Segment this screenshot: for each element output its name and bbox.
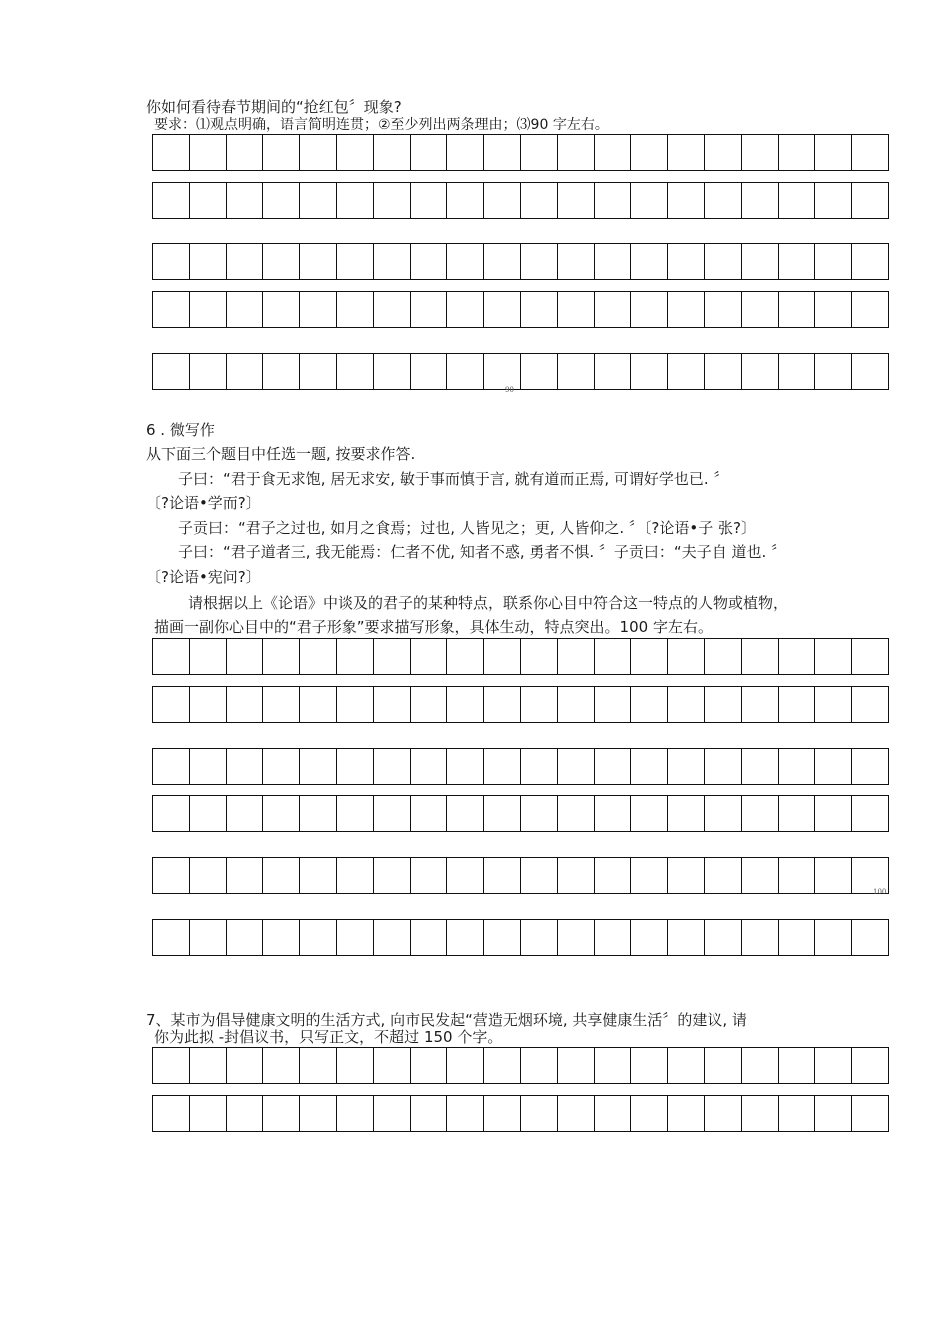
answer-cell[interactable] <box>189 687 226 722</box>
answer-grid-row[interactable] <box>152 243 889 280</box>
answer-cell[interactable] <box>778 639 815 674</box>
answer-cell[interactable] <box>667 749 704 784</box>
answer-cell[interactable] <box>520 749 557 784</box>
answer-cell[interactable] <box>704 920 741 955</box>
answer-cell[interactable] <box>630 639 667 674</box>
answer-cell[interactable] <box>189 796 226 831</box>
answer-cell[interactable] <box>630 135 667 170</box>
answer-cell[interactable] <box>410 920 447 955</box>
answer-cell[interactable] <box>557 135 594 170</box>
answer-cell[interactable] <box>851 244 888 279</box>
answer-cell[interactable] <box>483 1048 520 1083</box>
q6-instruction: 从下面三个题目中任选一题, 按要求作答. <box>146 445 416 463</box>
answer-cell[interactable] <box>630 796 667 831</box>
answer-cell[interactable] <box>226 796 263 831</box>
answer-cell[interactable] <box>851 292 888 327</box>
answer-cell[interactable] <box>373 639 410 674</box>
answer-grid-row[interactable] <box>152 857 889 894</box>
quote-1: 子曰：“君于食无求饱, 居无求安, 敏于事而慎于言, 就有道而正焉, 可谓好学也已. 〞 <box>178 470 729 488</box>
answer-cell[interactable] <box>410 639 447 674</box>
answer-cell[interactable] <box>153 354 189 389</box>
answer-cell[interactable] <box>153 1096 189 1131</box>
answer-cell[interactable] <box>557 244 594 279</box>
answer-cell[interactable] <box>814 687 851 722</box>
answer-cell[interactable] <box>520 135 557 170</box>
answer-cell[interactable] <box>741 858 778 893</box>
answer-cell[interactable] <box>814 183 851 218</box>
answer-cell[interactable] <box>520 354 557 389</box>
answer-cell[interactable] <box>483 639 520 674</box>
answer-cell[interactable] <box>189 183 226 218</box>
answer-grid-row[interactable] <box>152 795 889 832</box>
answer-cell[interactable] <box>299 135 336 170</box>
answer-cell[interactable] <box>704 796 741 831</box>
answer-cell[interactable] <box>520 796 557 831</box>
answer-cell[interactable] <box>557 796 594 831</box>
answer-cell[interactable] <box>814 858 851 893</box>
q7-line-2: 你为此拟 -封倡议书，只写正文，不超过 150 个字。 <box>154 1028 503 1046</box>
answer-cell[interactable] <box>189 1048 226 1083</box>
answer-cell[interactable] <box>373 796 410 831</box>
answer-cell[interactable] <box>226 354 263 389</box>
answer-cell[interactable] <box>373 244 410 279</box>
answer-cell[interactable] <box>410 858 447 893</box>
answer-cell[interactable] <box>226 687 263 722</box>
answer-cell[interactable] <box>557 1096 594 1131</box>
answer-cell[interactable] <box>741 135 778 170</box>
answer-cell[interactable] <box>336 292 373 327</box>
answer-cell[interactable] <box>704 292 741 327</box>
answer-cell[interactable] <box>814 244 851 279</box>
answer-cell[interactable] <box>851 687 888 722</box>
answer-cell[interactable] <box>851 183 888 218</box>
answer-cell[interactable] <box>704 749 741 784</box>
q6-task-line-2: 描画一副你心目中的“君子形象”要求描写形象，具体生动，特点突出。100 字左右。 <box>154 618 713 636</box>
answer-cell[interactable] <box>594 135 631 170</box>
answer-cell[interactable] <box>262 920 299 955</box>
answer-cell[interactable] <box>741 687 778 722</box>
answer-cell[interactable] <box>410 354 447 389</box>
answer-cell[interactable] <box>704 354 741 389</box>
answer-cell[interactable] <box>778 1096 815 1131</box>
answer-cell[interactable] <box>520 244 557 279</box>
answer-cell[interactable] <box>520 292 557 327</box>
answer-cell[interactable] <box>153 292 189 327</box>
answer-cell[interactable] <box>336 135 373 170</box>
q6-task-line-1: 请根据以上《论语》中谈及的君子的某种特点，联系你心目中符合这一特点的人物或植物， <box>188 594 789 612</box>
answer-cell[interactable] <box>667 858 704 893</box>
answer-cell[interactable] <box>410 749 447 784</box>
answer-cell[interactable] <box>594 1096 631 1131</box>
answer-cell[interactable] <box>741 1048 778 1083</box>
answer-cell[interactable] <box>262 292 299 327</box>
answer-cell[interactable] <box>483 292 520 327</box>
answer-cell[interactable] <box>262 749 299 784</box>
answer-cell[interactable] <box>741 1096 778 1131</box>
answer-cell[interactable] <box>189 920 226 955</box>
answer-cell[interactable] <box>594 749 631 784</box>
answer-cell[interactable] <box>373 1048 410 1083</box>
answer-cell[interactable] <box>557 749 594 784</box>
answer-grid-row[interactable] <box>152 748 889 785</box>
answer-cell[interactable] <box>410 292 447 327</box>
answer-cell[interactable] <box>814 135 851 170</box>
answer-cell[interactable] <box>483 858 520 893</box>
answer-cell[interactable] <box>226 244 263 279</box>
answer-cell[interactable] <box>741 920 778 955</box>
answer-cell[interactable] <box>520 858 557 893</box>
answer-cell[interactable] <box>851 796 888 831</box>
answer-cell[interactable] <box>336 796 373 831</box>
answer-cell[interactable] <box>483 244 520 279</box>
answer-cell[interactable] <box>226 639 263 674</box>
answer-cell[interactable] <box>851 1096 888 1131</box>
answer-cell[interactable] <box>189 749 226 784</box>
answer-cell[interactable] <box>741 244 778 279</box>
answer-cell[interactable] <box>299 1096 336 1131</box>
answer-cell[interactable] <box>299 292 336 327</box>
answer-cell[interactable] <box>153 135 189 170</box>
answer-cell[interactable] <box>667 244 704 279</box>
answer-cell[interactable] <box>262 687 299 722</box>
answer-cell[interactable] <box>778 687 815 722</box>
answer-cell[interactable] <box>153 749 189 784</box>
answer-cell[interactable] <box>483 1096 520 1131</box>
answer-cell[interactable] <box>446 639 483 674</box>
answer-cell[interactable] <box>446 796 483 831</box>
answer-cell[interactable] <box>851 135 888 170</box>
answer-cell[interactable] <box>336 639 373 674</box>
answer-cell[interactable] <box>262 639 299 674</box>
word-count-mark: 90 <box>505 386 514 394</box>
answer-cell[interactable] <box>373 687 410 722</box>
answer-cell[interactable] <box>741 354 778 389</box>
answer-cell[interactable] <box>704 1048 741 1083</box>
answer-cell[interactable] <box>336 354 373 389</box>
answer-grid-row[interactable] <box>152 353 889 390</box>
answer-cell[interactable] <box>446 687 483 722</box>
answer-cell[interactable] <box>778 920 815 955</box>
answer-cell[interactable] <box>189 1096 226 1131</box>
answer-cell[interactable] <box>189 858 226 893</box>
answer-cell[interactable] <box>814 796 851 831</box>
quote-3-source: 〔?论语•宪问?〕 <box>146 568 261 586</box>
answer-cell[interactable] <box>226 1048 263 1083</box>
q6-title: 6 . 微写作 <box>146 421 215 439</box>
answer-cell[interactable] <box>410 687 447 722</box>
answer-cell[interactable] <box>851 639 888 674</box>
answer-cell[interactable] <box>299 639 336 674</box>
answer-cell[interactable] <box>778 796 815 831</box>
answer-cell[interactable] <box>373 292 410 327</box>
answer-cell[interactable] <box>557 639 594 674</box>
answer-cell[interactable] <box>704 858 741 893</box>
answer-cell[interactable] <box>520 639 557 674</box>
answer-grid-row[interactable] <box>152 182 889 219</box>
answer-cell[interactable] <box>299 858 336 893</box>
answer-cell[interactable] <box>667 183 704 218</box>
answer-cell[interactable] <box>630 687 667 722</box>
answer-cell[interactable] <box>446 244 483 279</box>
answer-cell[interactable] <box>299 354 336 389</box>
answer-cell[interactable] <box>299 1048 336 1083</box>
answer-cell[interactable] <box>741 292 778 327</box>
answer-cell[interactable] <box>262 1096 299 1131</box>
answer-cell[interactable] <box>814 1048 851 1083</box>
q5-requirement: 要求：⑴观点明确，语言简明连贯；②至少列出两条理由；⑶90 字左右。 <box>154 117 609 133</box>
answer-cell[interactable] <box>299 687 336 722</box>
answer-cell[interactable] <box>778 183 815 218</box>
answer-cell[interactable] <box>557 1048 594 1083</box>
answer-cell[interactable] <box>336 687 373 722</box>
answer-cell[interactable] <box>226 1096 263 1131</box>
answer-cell[interactable] <box>667 135 704 170</box>
answer-cell[interactable] <box>153 183 189 218</box>
answer-cell[interactable] <box>594 183 631 218</box>
answer-cell[interactable] <box>778 858 815 893</box>
answer-cell[interactable] <box>189 244 226 279</box>
answer-cell[interactable] <box>446 292 483 327</box>
answer-cell[interactable] <box>704 183 741 218</box>
answer-cell[interactable] <box>520 1096 557 1131</box>
answer-cell[interactable] <box>851 1048 888 1083</box>
answer-cell[interactable] <box>594 292 631 327</box>
answer-cell[interactable] <box>778 292 815 327</box>
q7-line-1: 7、某市为倡导健康文明的生活方式, 向市民发起“营造无烟环境, 共享健康生活〞的建议, 请 <box>146 1011 747 1029</box>
answer-cell[interactable] <box>410 1048 447 1083</box>
answer-cell[interactable] <box>153 244 189 279</box>
answer-cell[interactable] <box>373 354 410 389</box>
answer-cell[interactable] <box>557 183 594 218</box>
answer-cell[interactable] <box>594 858 631 893</box>
q5-prompt: 你如何看待春节期间的“抢红包〞现象? <box>146 98 402 116</box>
answer-cell[interactable] <box>557 687 594 722</box>
answer-cell[interactable] <box>446 183 483 218</box>
answer-cell[interactable] <box>483 183 520 218</box>
answer-cell[interactable] <box>336 920 373 955</box>
answer-cell[interactable] <box>336 858 373 893</box>
answer-cell[interactable] <box>741 639 778 674</box>
answer-cell[interactable] <box>520 183 557 218</box>
answer-cell[interactable] <box>299 920 336 955</box>
answer-cell[interactable] <box>557 292 594 327</box>
answer-cell[interactable] <box>667 292 704 327</box>
answer-cell[interactable] <box>153 858 189 893</box>
answer-cell[interactable] <box>594 354 631 389</box>
answer-cell[interactable] <box>741 183 778 218</box>
answer-cell[interactable] <box>446 354 483 389</box>
answer-cell[interactable] <box>520 920 557 955</box>
answer-cell[interactable] <box>814 292 851 327</box>
answer-cell[interactable] <box>410 1096 447 1131</box>
answer-cell[interactable] <box>704 639 741 674</box>
answer-grid-row[interactable] <box>152 291 889 328</box>
answer-cell[interactable] <box>851 920 888 955</box>
answer-cell[interactable] <box>778 244 815 279</box>
answer-cell[interactable] <box>226 749 263 784</box>
answer-cell[interactable] <box>594 920 631 955</box>
answer-cell[interactable] <box>153 687 189 722</box>
answer-cell[interactable] <box>153 796 189 831</box>
answer-cell[interactable] <box>483 796 520 831</box>
answer-grid-row[interactable] <box>152 919 889 956</box>
answer-cell[interactable] <box>189 135 226 170</box>
answer-cell[interactable] <box>483 749 520 784</box>
answer-cell[interactable] <box>226 920 263 955</box>
answer-cell[interactable] <box>446 135 483 170</box>
answer-cell[interactable] <box>520 687 557 722</box>
answer-cell[interactable] <box>410 183 447 218</box>
answer-cell[interactable] <box>189 354 226 389</box>
answer-cell[interactable] <box>851 354 888 389</box>
answer-grid-row[interactable] <box>152 638 889 675</box>
answer-cell[interactable] <box>667 639 704 674</box>
answer-cell[interactable] <box>630 1096 667 1131</box>
answer-cell[interactable] <box>336 1096 373 1131</box>
answer-cell[interactable] <box>373 1096 410 1131</box>
answer-cell[interactable] <box>336 183 373 218</box>
answer-cell[interactable] <box>373 858 410 893</box>
answer-cell[interactable] <box>594 1048 631 1083</box>
answer-cell[interactable] <box>667 687 704 722</box>
answer-cell[interactable] <box>410 796 447 831</box>
quote-1-source: 〔?论语•学而?〕 <box>146 494 261 512</box>
answer-cell[interactable] <box>630 354 667 389</box>
answer-cell[interactable] <box>226 858 263 893</box>
answer-cell[interactable] <box>630 749 667 784</box>
answer-cell[interactable] <box>153 639 189 674</box>
answer-cell[interactable] <box>262 244 299 279</box>
answer-cell[interactable] <box>667 1096 704 1131</box>
answer-cell[interactable] <box>594 639 631 674</box>
answer-cell[interactable] <box>226 183 263 218</box>
answer-cell[interactable] <box>262 796 299 831</box>
word-count-mark: 100 <box>873 888 887 896</box>
answer-cell[interactable] <box>814 920 851 955</box>
answer-cell[interactable] <box>667 920 704 955</box>
answer-grid-row[interactable] <box>152 686 889 723</box>
answer-cell[interactable] <box>262 354 299 389</box>
answer-cell[interactable] <box>373 920 410 955</box>
answer-cell[interactable] <box>594 687 631 722</box>
answer-cell[interactable] <box>741 749 778 784</box>
answer-cell[interactable] <box>299 749 336 784</box>
answer-cell[interactable] <box>226 292 263 327</box>
answer-cell[interactable] <box>557 354 594 389</box>
answer-cell[interactable] <box>594 796 631 831</box>
answer-cell[interactable] <box>778 135 815 170</box>
quote-2: 子贡曰：“君子之过也, 如月之食焉；过也, 人皆见之；更, 人皆仰之. 〞〔?论语•子 张?〕 <box>178 519 756 537</box>
answer-grid-row[interactable] <box>152 1047 889 1084</box>
answer-cell[interactable] <box>778 1048 815 1083</box>
quote-3: 子曰：“君子道者三, 我无能焉：仁者不优, 知者不惑, 勇者不惧. 〞子贡曰：“夫子自 道也. 〞 <box>178 543 786 561</box>
answer-cell[interactable] <box>446 749 483 784</box>
answer-cell[interactable] <box>667 1048 704 1083</box>
answer-cell[interactable] <box>336 1048 373 1083</box>
answer-cell[interactable] <box>446 858 483 893</box>
answer-cell[interactable] <box>557 858 594 893</box>
answer-cell[interactable] <box>814 749 851 784</box>
answer-cell[interactable] <box>814 354 851 389</box>
answer-cell[interactable] <box>778 749 815 784</box>
answer-cell[interactable] <box>373 135 410 170</box>
answer-cell[interactable] <box>778 354 815 389</box>
answer-cell[interactable] <box>630 244 667 279</box>
answer-cell[interactable] <box>814 639 851 674</box>
answer-cell[interactable] <box>189 639 226 674</box>
answer-cell[interactable] <box>299 244 336 279</box>
answer-cell[interactable] <box>226 135 263 170</box>
answer-cell[interactable] <box>153 1048 189 1083</box>
answer-cell[interactable] <box>667 796 704 831</box>
answer-cell[interactable] <box>446 1048 483 1083</box>
answer-cell[interactable] <box>557 920 594 955</box>
answer-cell[interactable] <box>630 183 667 218</box>
answer-cell[interactable] <box>262 135 299 170</box>
answer-cell[interactable] <box>336 244 373 279</box>
answer-cell[interactable] <box>704 244 741 279</box>
answer-cell[interactable] <box>704 1096 741 1131</box>
answer-cell[interactable] <box>373 183 410 218</box>
answer-cell[interactable] <box>446 920 483 955</box>
answer-cell[interactable] <box>262 183 299 218</box>
answer-cell[interactable] <box>814 1096 851 1131</box>
answer-cell[interactable] <box>153 920 189 955</box>
answer-cell[interactable] <box>851 749 888 784</box>
answer-cell[interactable] <box>299 183 336 218</box>
answer-cell[interactable] <box>667 354 704 389</box>
answer-cell[interactable] <box>410 135 447 170</box>
answer-cell[interactable] <box>262 858 299 893</box>
answer-cell[interactable] <box>630 1048 667 1083</box>
answer-cell[interactable] <box>704 135 741 170</box>
answer-cell[interactable] <box>446 1096 483 1131</box>
answer-cell[interactable] <box>630 858 667 893</box>
answer-cell[interactable] <box>483 687 520 722</box>
answer-cell[interactable] <box>410 244 447 279</box>
answer-cell[interactable] <box>262 1048 299 1083</box>
answer-cell[interactable] <box>483 354 520 389</box>
answer-cell[interactable] <box>483 135 520 170</box>
answer-cell[interactable] <box>520 1048 557 1083</box>
answer-cell[interactable] <box>483 920 520 955</box>
answer-cell[interactable] <box>594 244 631 279</box>
answer-cell[interactable] <box>630 292 667 327</box>
answer-cell[interactable] <box>299 796 336 831</box>
answer-cell[interactable] <box>630 920 667 955</box>
answer-cell[interactable] <box>741 796 778 831</box>
answer-cell[interactable] <box>373 749 410 784</box>
answer-cell[interactable] <box>704 687 741 722</box>
answer-grid-row[interactable] <box>152 134 889 171</box>
answer-grid-row[interactable] <box>152 1095 889 1132</box>
answer-cell[interactable] <box>189 292 226 327</box>
answer-cell[interactable] <box>336 749 373 784</box>
